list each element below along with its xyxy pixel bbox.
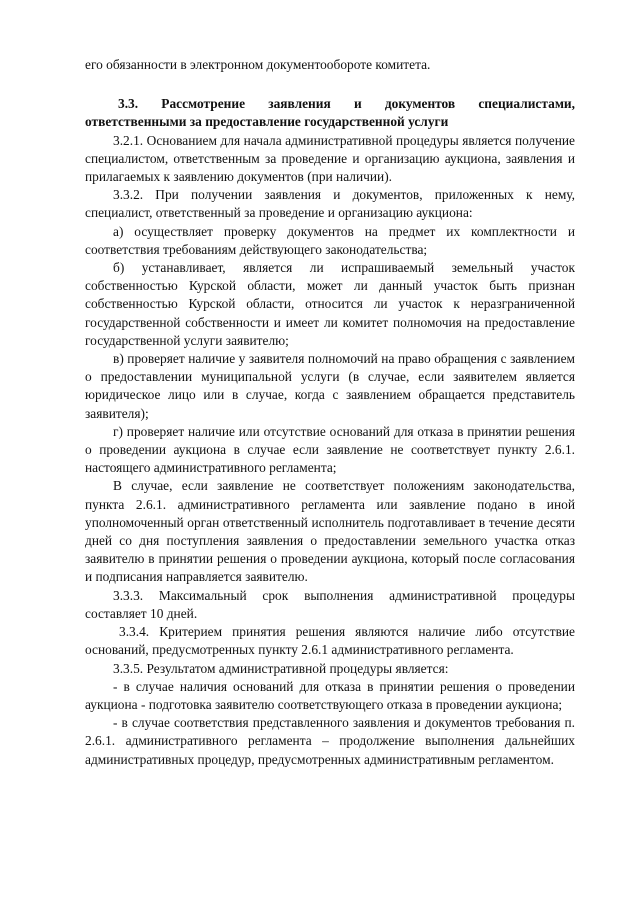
list-item-b: б) устанавливает, является ли испрашиваемый земельный участок собственностью Курской области, может ли данный участок быть признан собственностью Курской области, относится ли участок к неразграниченной государственной собственности и имеет ли комитет полномочия на предоставление государственной услуги заявителю; xyxy=(85,260,575,348)
paragraph-3-3-3: 3.3.3. Максимальный срок выполнения административной процедуры составляет 10 дней. xyxy=(85,587,575,621)
paragraph-3-3-4: 3.3.4. Критерием принятия решения являются наличие либо отсутствие оснований, предусмотренных пункту 2.6.1 административного регламента. xyxy=(85,624,575,658)
paragraph-3-2-1: 3.2.1. Основанием для начала административной процедуры является получение специалистом, ответственным за проведение и организацию аукциона, заявления и прилагаемых к заявлению документов (при наличии). xyxy=(85,132,575,185)
result-item-refusal: - в случае наличия оснований для отказа в принятии решения о проведении аукциона - подготовка заявителю соответствующего отказа в проведении аукциона; xyxy=(85,678,575,712)
list-item-v: в) проверяет наличие у заявителя полномочий на право обращения с заявлением о предоставлении муниципальной услуги (в случае, если заявителем является юридическое лицо или в случае, когда с заявлением обращается представитель заявителя); xyxy=(85,351,575,421)
paragraph-3-3-5: 3.3.5. Результатом административной процедуры является: xyxy=(113,660,449,676)
list-item-a: а) осуществляет проверку документов на предмет их комплектности и соответствия требованиям действующего законодательства; xyxy=(85,223,575,257)
paragraph-refusal: В случае, если заявление не соответствует положениям законодательства, пункта 2.6.1. административного регламента или заявление подано в иной уполномоченный орган ответственный исполнитель подготавливает в течение десяти дней со дня поступления заявления о предоставлении земельного участка отказ заявителю в принятии решения о проведении аукциона, который после согласования и подписания направляется заявителю. xyxy=(85,478,575,585)
list-item-g: г) проверяет наличие или отсутствие оснований для отказа в принятии решения о проведении аукциона в случае если заявление не соответствует пункту 2.6.1. настоящего административного регламента; xyxy=(85,423,575,476)
section-heading: 3.3. Рассмотрение заявления и документов специалистами, ответственными за предоставление государственной услуги xyxy=(85,96,575,130)
result-item-continue: - в случае соответствия представленного заявления и документов требования п. 2.6.1. административного регламента – продолжение выполнения дальнейших административных процедур, предусмотренных административным регламентом. xyxy=(85,715,575,767)
intro-line: его обязанности в электронном документообороте комитета. xyxy=(85,57,431,72)
document-page xyxy=(85,56,575,769)
paragraph-3-3-2: 3.3.2. При получении заявления и документов, приложенных к нему, специалист, ответственный за проведение и организацию аукциона: xyxy=(85,187,575,221)
